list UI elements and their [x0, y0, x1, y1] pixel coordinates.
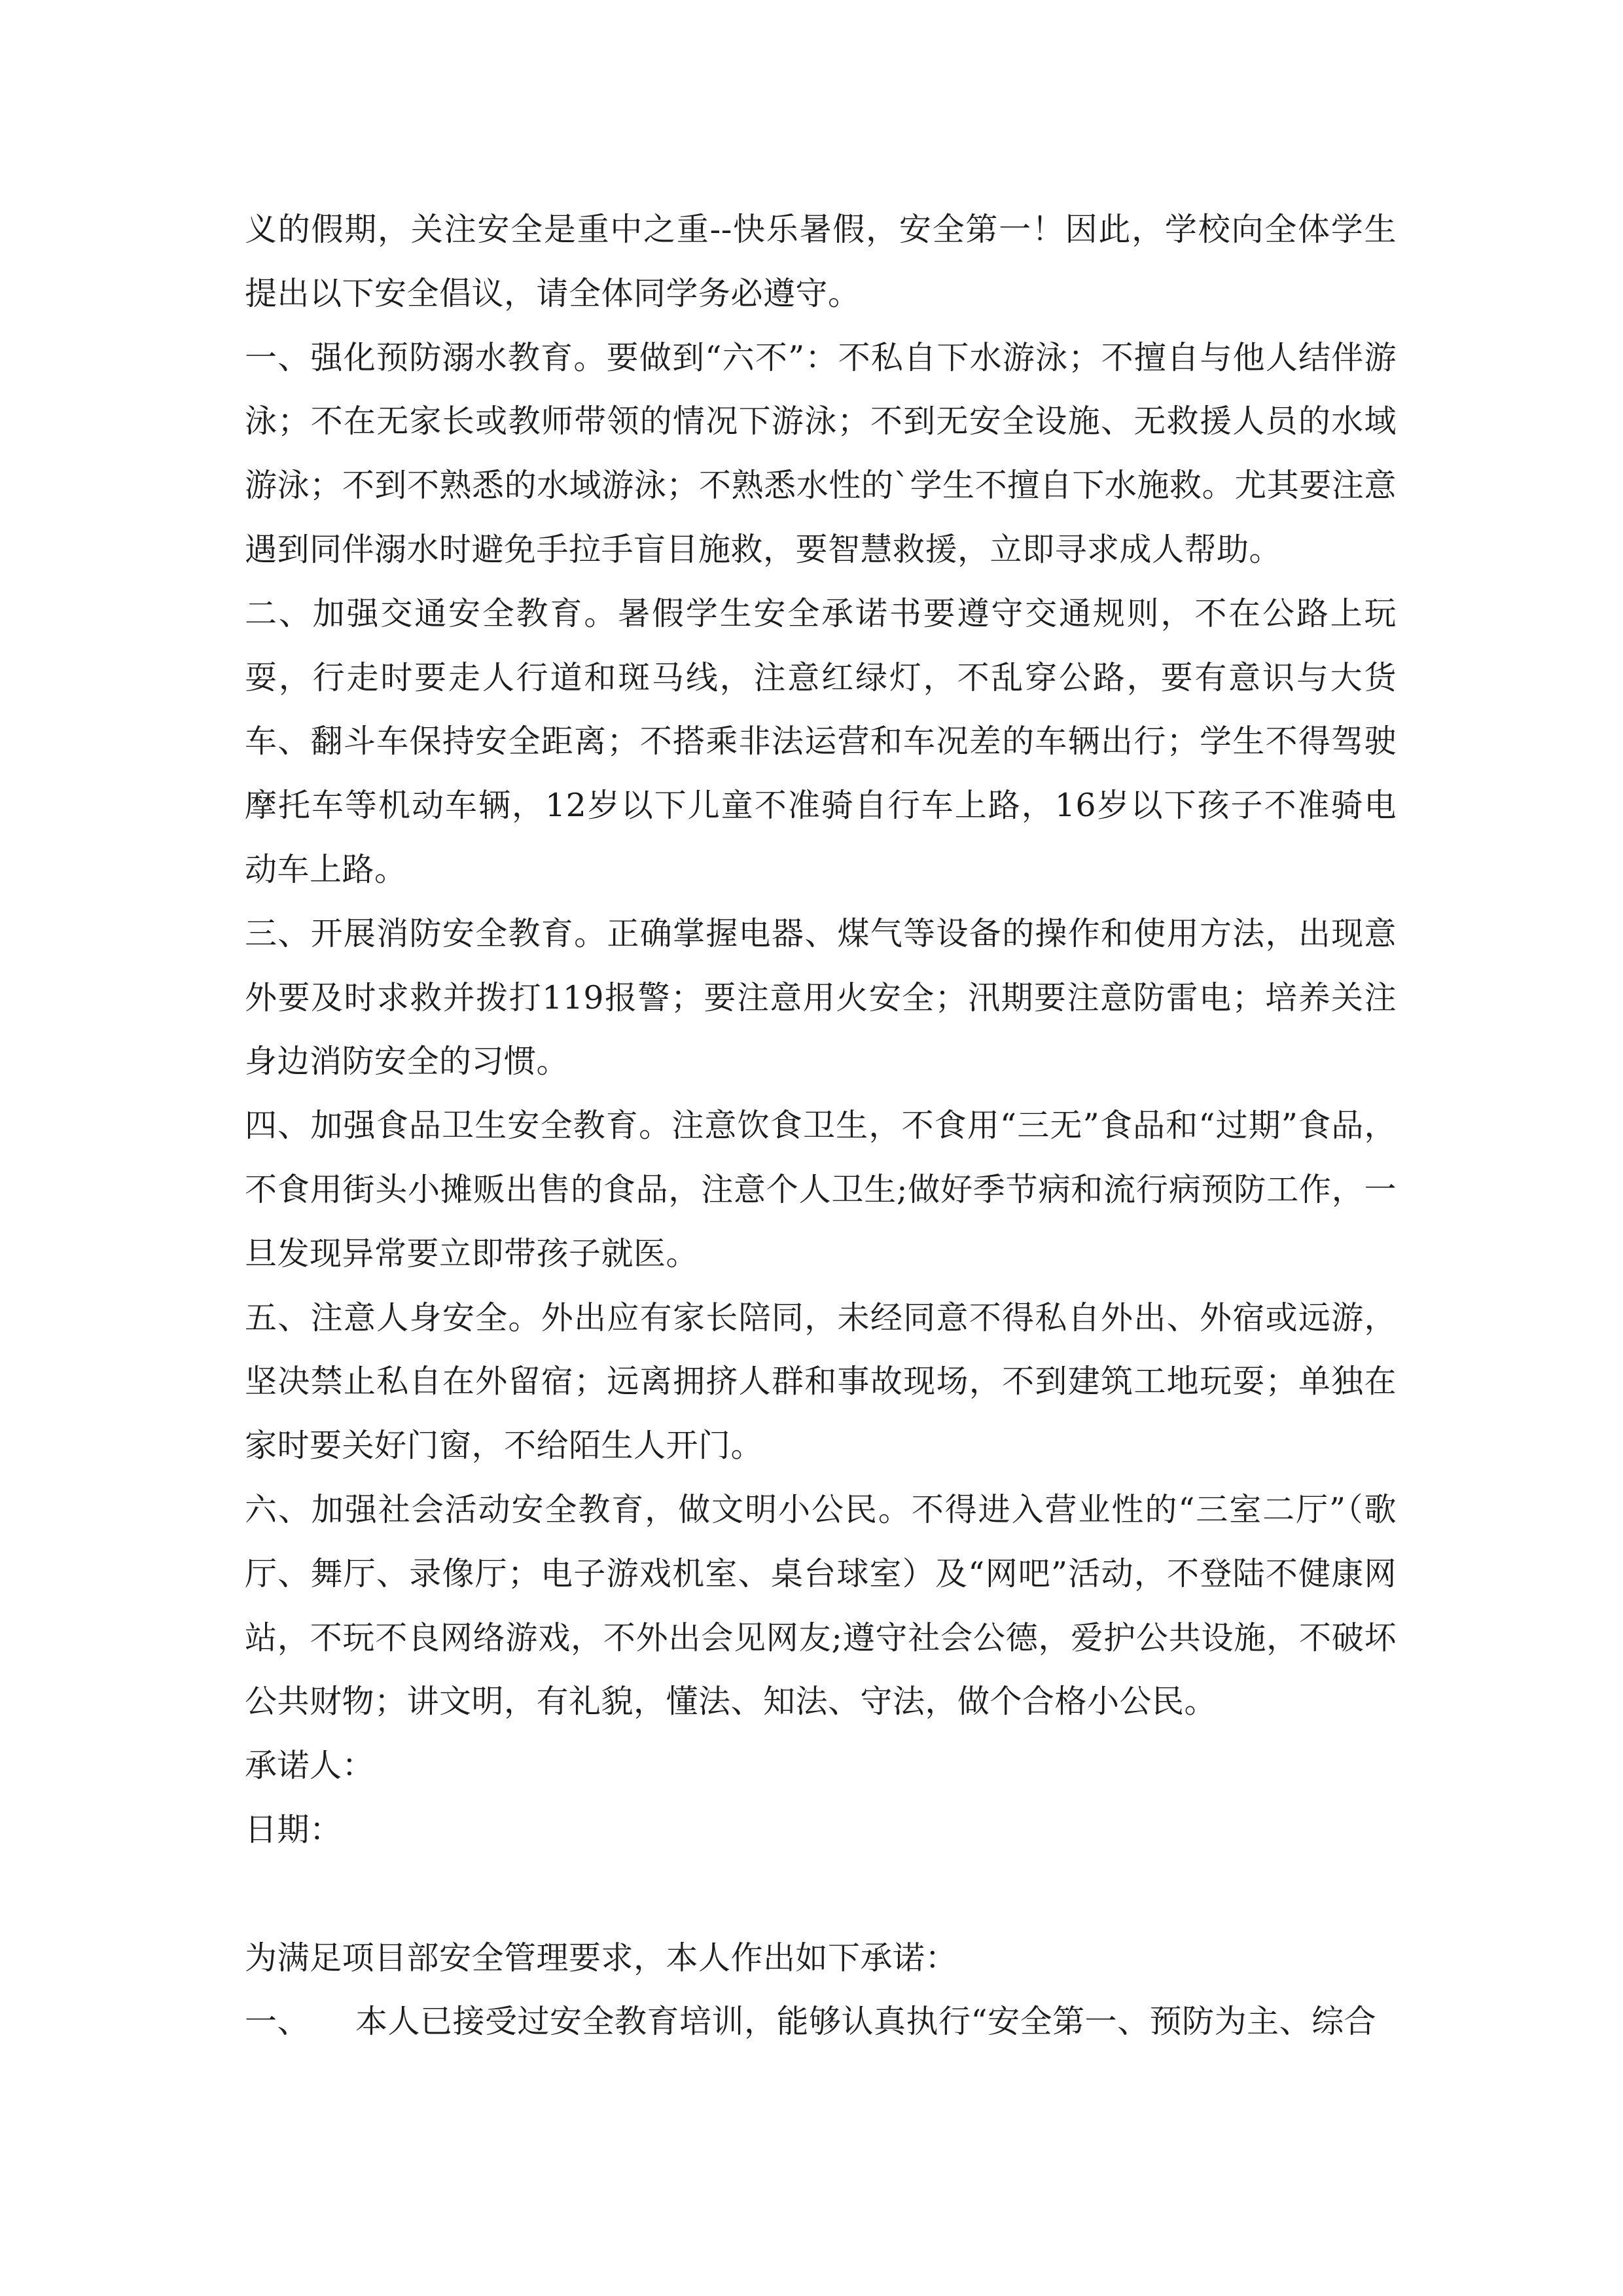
second-item-text: 本人已接受过安全教育培训，能够认真执行“安全第一、预防为主、综合 [355, 2003, 1377, 2041]
personal-safety-paragraph: 五、注意人身安全。外出应有家长陪同，未经同意不得私自外出、外宿或远游，坚决禁止私自在外留宿；远离拥挤人群和事故现场，不到建筑工地玩耍；单独在家时要关好门窗，不给陌生人开门。 [245, 1299, 1397, 1465]
intro-paragraph: 义的假期，关注安全是重中之重--快乐暑假，安全第一！因此，学校向全体学生提出以下安全倡议，请全体同学务必遵守。 [245, 211, 1397, 312]
document-body [245, 198, 1397, 2054]
social-activity-paragraph: 六、加强社会活动安全教育，做文明小公民。不得进入营业性的“三室二厅”（歌厅、舞厅、录像厅；电子游戏机室、桌台球室）及“网吧”活动，不登陆不健康网站，不玩不良网络游戏，不外出会见网友;遵守社会公德，爱护公共设施，不破坏公共财物；讲文明，有礼貌，懂法、知法、守法，做个合格小公民。 [245, 1490, 1397, 1721]
second-intro-paragraph: 为满足项目部安全管理要求，本人作出如下承诺： [245, 1939, 958, 1977]
drowning-prevention-paragraph: 一、强化预防溺水教育。要做到“六不”：不私自下水游泳；不擅自与他人结伴游泳；不在无家长或教师带领的情况下游泳；不到无安全设施、无救援人员的水域游泳；不到不熟悉的水域游泳；不熟悉水性的`学生不擅自下水施救。尤其要注意遇到同伴溺水时避免手拉手盲目施救，要智慧救援，立即寻求成人帮助。 [245, 338, 1397, 568]
second-item-paragraph [245, 1990, 1397, 2054]
second-item-number: 一、 [245, 2003, 310, 2041]
food-safety-paragraph: 四、加强食品卫生安全教育。注意饮食卫生，不食用“三无”食品和“过期”食品，不食用街头小摊贩出售的食品，注意个人卫生;做好季节病和流行病预防工作，一旦发现异常要立即带孩子就医。 [245, 1107, 1397, 1272]
promisor-label: 承诺人： [245, 1747, 375, 1785]
fire-safety-paragraph: 三、开展消防安全教育。正确掌握电器、煤气等设备的操作和使用方法，出现意外要及时求救并拨打119报警；要注意用火安全；汛期要注意防雷电；培养关注身边消防安全的习惯。 [245, 914, 1397, 1081]
section-spacer [245, 1862, 1397, 1926]
traffic-safety-paragraph: 二、加强交通安全教育。暑假学生安全承诺书要遵守交通规则，不在公路上玩耍，行走时要走人行道和斑马线，注意红绿灯，不乱穿公路，要有意识与大货车、翻斗车保持安全距离；不搭乘非法运营和车况差的车辆出行；学生不得驾驶摩托车等机动车辆，12岁以下儿童不准骑自行车上路，16岁以下孩子不准骑电动车上路。 [245, 594, 1397, 888]
date-label: 日期： [245, 1810, 342, 1848]
